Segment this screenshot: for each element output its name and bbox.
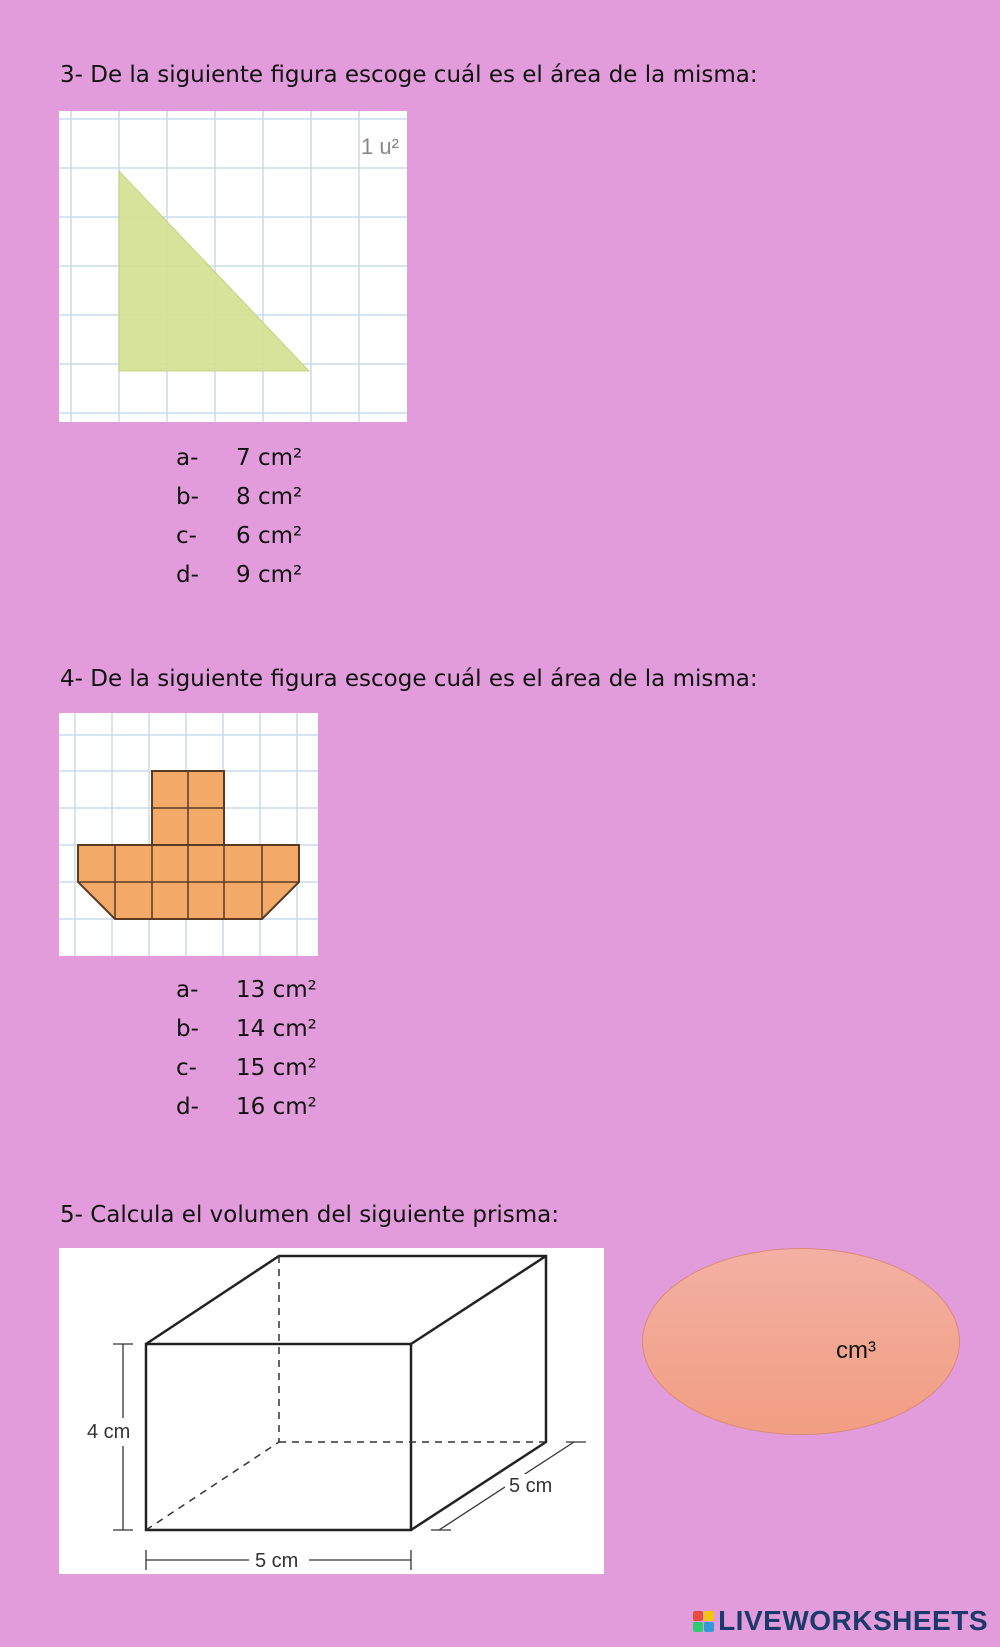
option-c[interactable]: c- 15 cm² <box>176 1054 317 1081</box>
option-a[interactable]: a- 13 cm² <box>176 976 317 1003</box>
question-4-prompt: 4- De la siguiente figura escoge cuál es el área de la misma: <box>60 666 758 692</box>
boat-grid-svg <box>59 713 318 956</box>
prism-hidden-edges <box>146 1256 546 1530</box>
triangle-grid-figure <box>59 111 407 422</box>
option-d[interactable]: d- 9 cm² <box>176 561 303 588</box>
height-label: 4 cm <box>87 1421 131 1443</box>
option-b[interactable]: b- 14 cm² <box>176 1015 317 1042</box>
volume-answer-field[interactable] <box>642 1248 960 1435</box>
width-label: 5 cm <box>255 1550 299 1572</box>
option-c[interactable]: c- 6 cm² <box>176 522 303 549</box>
green-triangle <box>119 171 309 371</box>
question-5-prompt: 5- Calcula el volumen del siguiente prisma: <box>60 1202 560 1228</box>
liveworksheets-logo-icon <box>693 1611 714 1632</box>
unit-square-label: 1 u² <box>361 134 399 159</box>
question-3-prompt: 3- De la siguiente figura escoge cuál es el área de la misma: <box>60 62 758 88</box>
liveworksheets-logo <box>693 1605 988 1637</box>
question-3-options <box>176 438 302 594</box>
brand-text: LIVEWORKSHEETS <box>718 1605 988 1636</box>
option-d[interactable]: d- 16 cm² <box>176 1093 317 1120</box>
prism-figure <box>59 1248 604 1574</box>
option-a[interactable]: a- 7 cm² <box>176 444 303 471</box>
prism-front-face <box>146 1344 411 1530</box>
prism-dimension-lines <box>113 1344 586 1570</box>
depth-label: 5 cm <box>509 1475 553 1497</box>
question-4-options <box>176 970 317 1126</box>
triangle-grid-svg <box>59 111 407 422</box>
boat-grid-figure <box>59 713 318 956</box>
prism-svg <box>59 1248 604 1574</box>
option-b[interactable]: b- 8 cm² <box>176 483 303 510</box>
answer-unit-label: cm³ <box>836 1337 876 1364</box>
